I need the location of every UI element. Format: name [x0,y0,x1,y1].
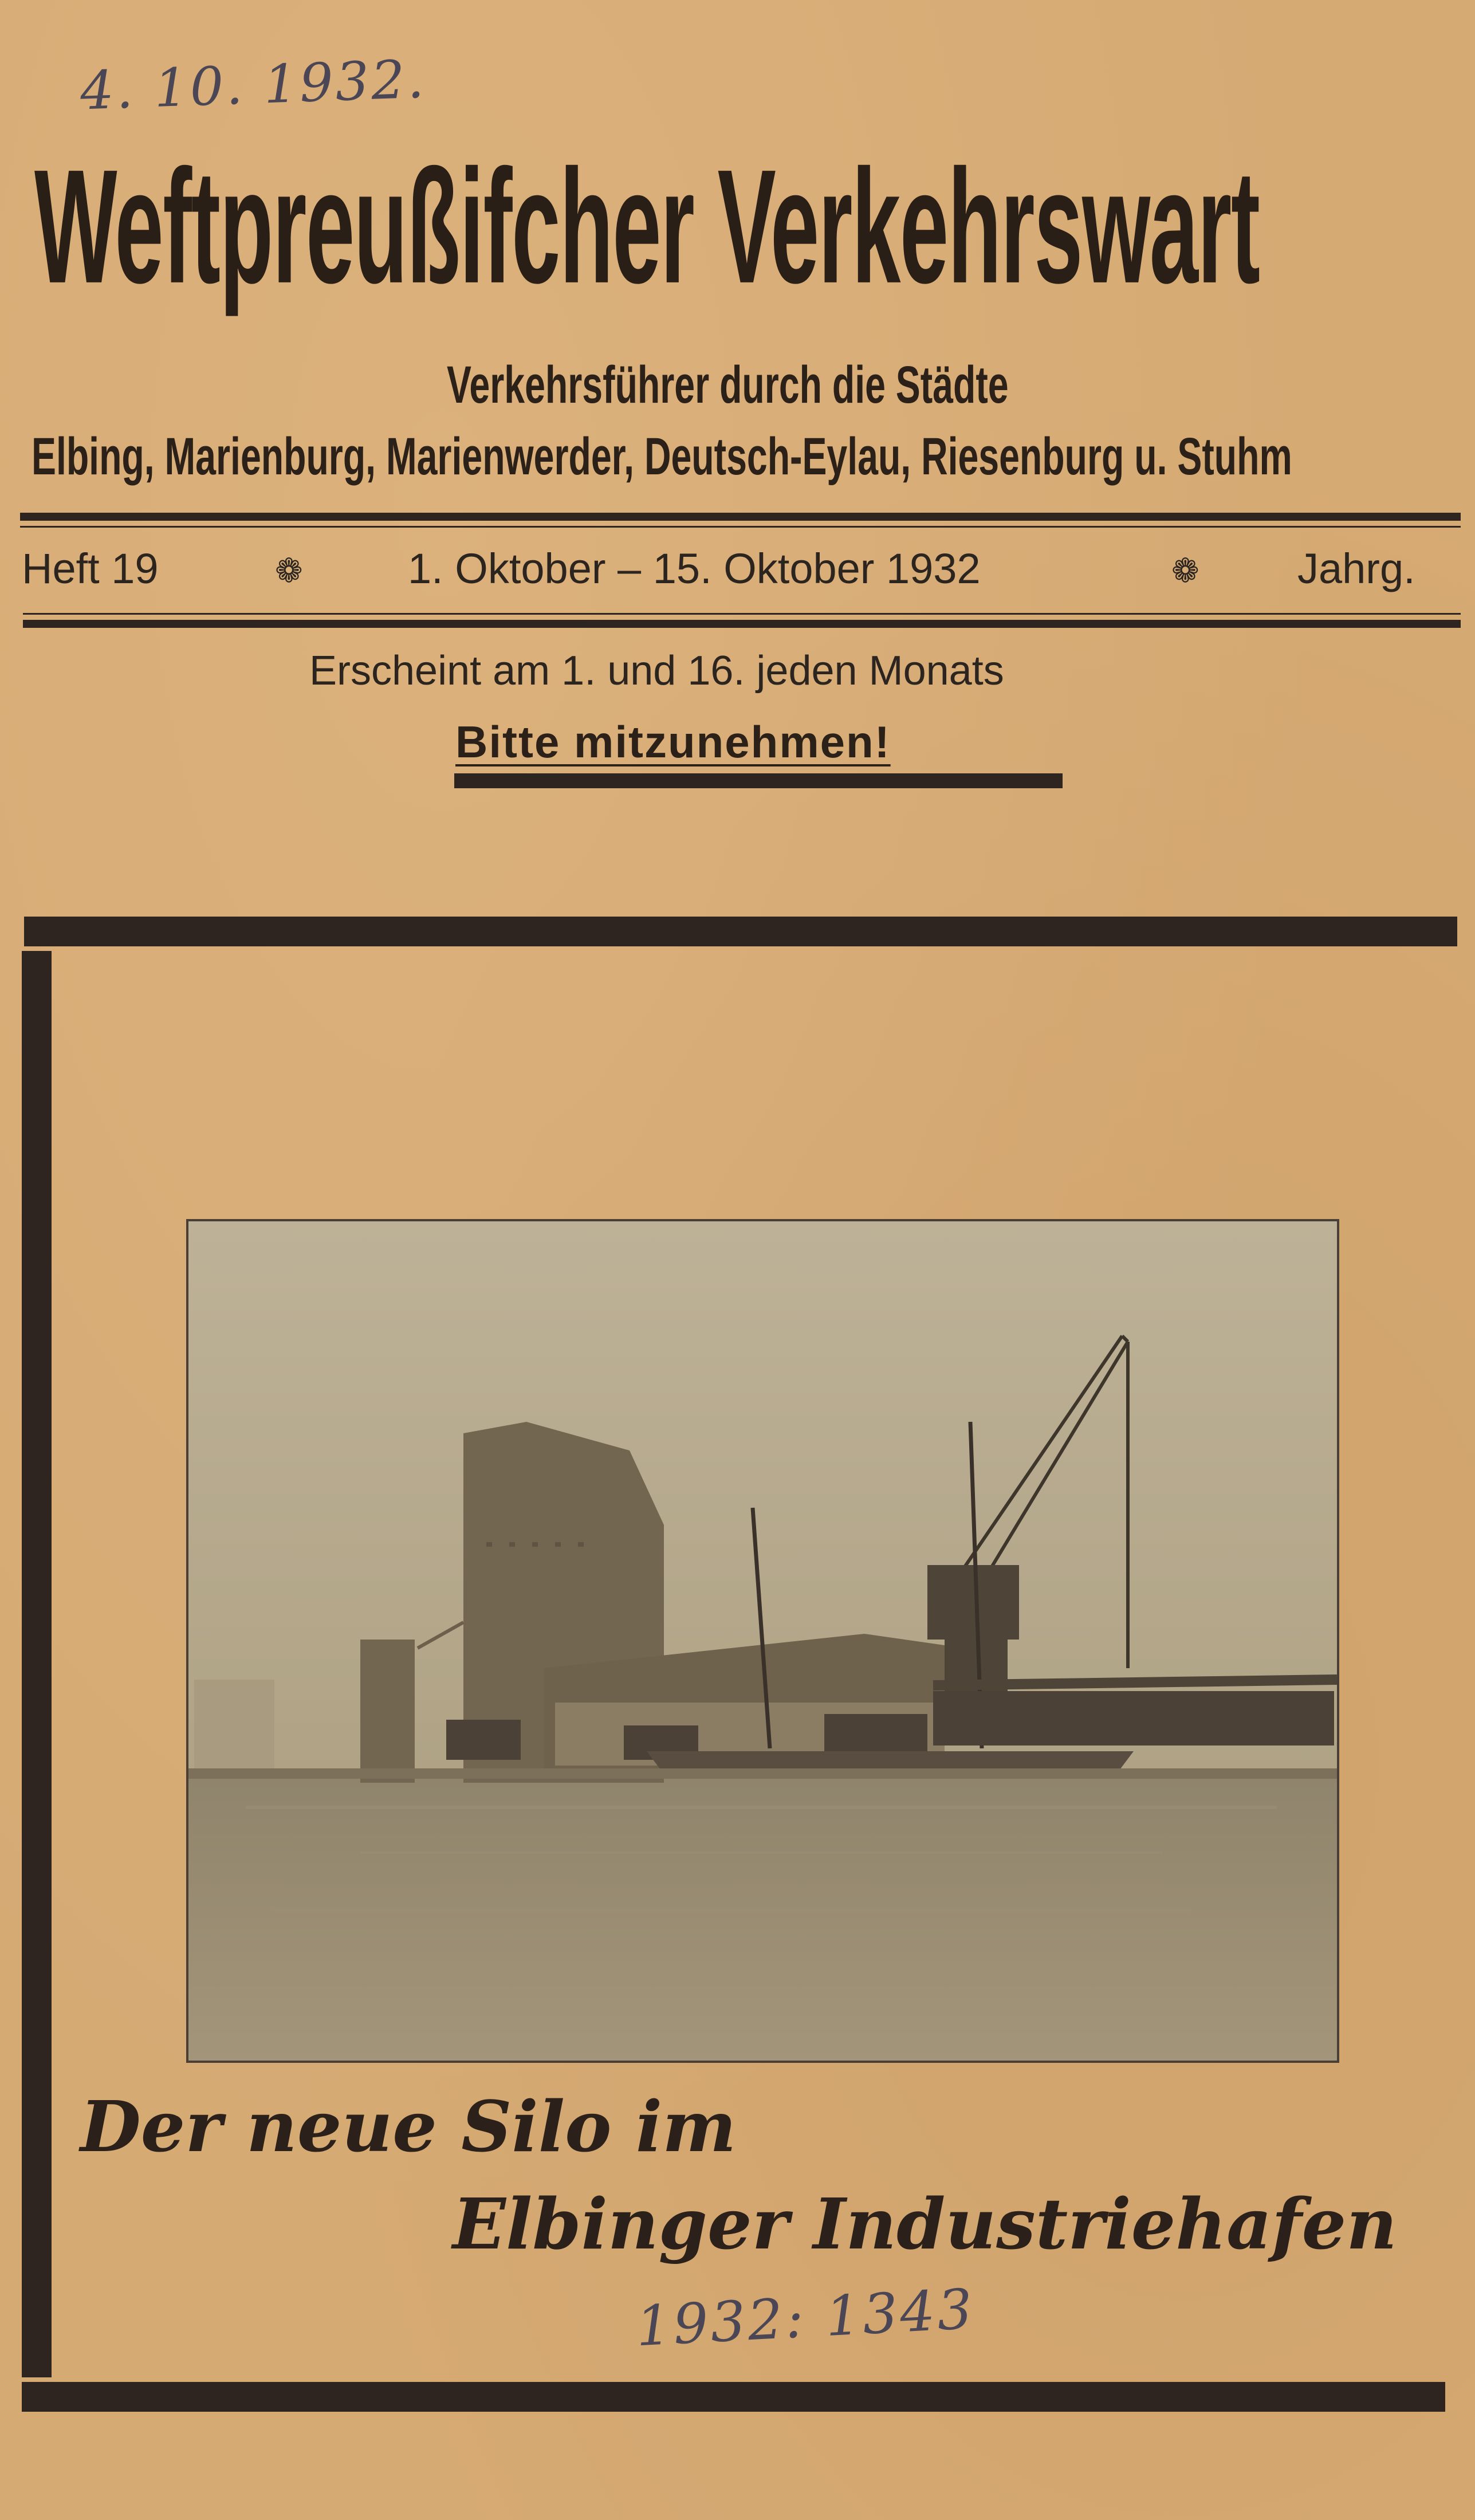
divider-rule [23,620,1461,628]
issue-number: Heft 19 [22,545,159,592]
handwritten-archive-number: 1932: 1343 [634,2277,977,2359]
divider-rule [20,526,1461,528]
caption-line-1: Der neue Silo im [80,2085,737,2168]
issue-year-label: Jahrg. [1297,545,1415,592]
subtitle-line-2: Elbing, Marienburg, Marienwerder, Deutsch-Eylau, Riesenburg u. Stuhm [32,427,1292,486]
take-along-notice: Bitte mitzunehmen! [455,717,891,767]
underline-bar [454,773,1063,788]
handwritten-date-note: 4. 10. 1932. [79,48,427,122]
caption-line-2: Elbinger Industriehafen [453,2183,1397,2265]
ornament-icon: ❁ [1171,552,1199,589]
frame-border-left [22,951,52,2377]
frame-border-bottom [22,2382,1445,2412]
divider-rule [20,513,1461,521]
frame-border-top [24,917,1457,946]
issue-dates: 1. Oktober – 15. Oktober 1932 [408,545,981,592]
publication-frequency: Erscheint am 1. und 16. jeden Monats [309,648,1004,694]
masthead-title: Weftpreußifcher Verkehrswart [34,136,1260,317]
harbor-silo-photo [186,1219,1339,2063]
subtitle-line-1: Verkehrsführer durch die Städte [447,356,1009,414]
ornament-icon: ❁ [275,552,303,589]
divider-rule [23,613,1461,615]
